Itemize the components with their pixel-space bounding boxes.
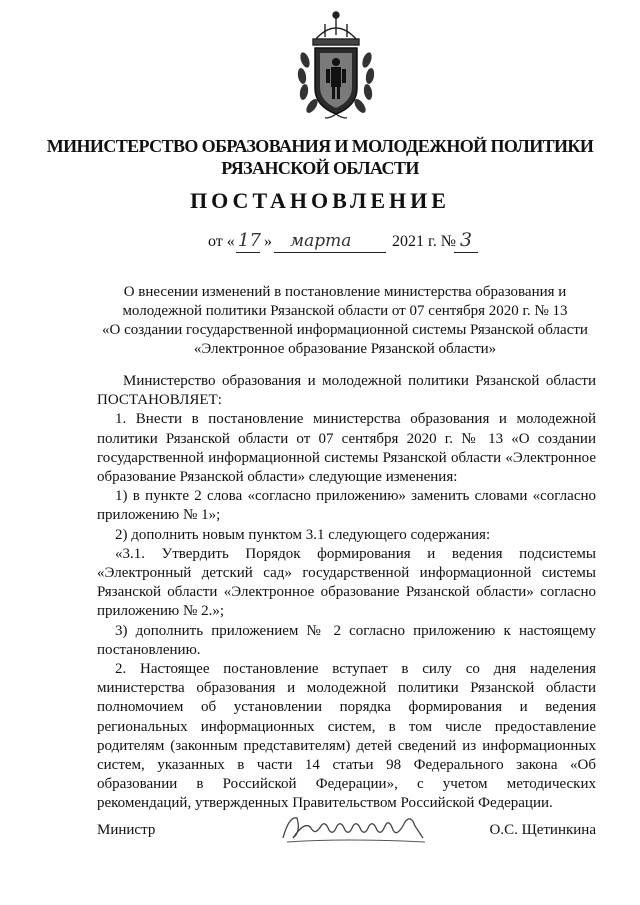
date-number-line (208, 229, 508, 257)
subject-line: О внесении изменений в постановление министерства образования и (123, 284, 567, 300)
subject-line: молодежной политики Рязанской области от 07 сентября 2020 г. № 13 (122, 303, 568, 319)
ministry-name-line1: МИНИСТЕРСТВО ОБРАЗОВАНИЯ И МОЛОДЕЖНОЙ ПОЛИТИКИ (46, 136, 594, 156)
date-day: 17 (238, 230, 261, 251)
document-body (97, 372, 596, 814)
subject-line: «Электронное образование Рязанской области» (193, 341, 497, 357)
new-clause-3-1-paragraph: «3.1. Утвердить Порядок формирования и ведения подсистемы «Электронный детский сад» государственной информационной системы Рязанской области «Электронное образование Рязанской области» согласно приложению № 2.»; (97, 545, 596, 620)
clause-2-paragraph: 2. Настоящее постановление вступает в силу со дня наделения министерства образования и молодежной политики Рязанской области полномочием об установлении порядка формирования и ведения региональных информационных систем, в том числе предоставление родителям (законным представителям) детей сведений из информационных систем, указанных в части 14 статьи 98 Федерального закона «Об образовании в Российской Федерации», с учетом методических рекомендаций, утвержденных Правительством Российской Федерации. (97, 661, 596, 812)
clause-1-paragraph: 1. Внести в постановление министерства образования и молодежной политики Рязанской области от 07 сентября 2020 г. № 13 «О создании государственной информационной системы Рязанской области «Электронное образование Рязанской области» следующие изменения: (97, 411, 596, 486)
subclause-1-paragraph: 1) в пункте 2 слова «согласно приложению» заменить словами «согласно приложению № 1»; (97, 488, 596, 524)
number-underline (454, 252, 478, 253)
signatory-name: О.С. Щетинкина (489, 822, 596, 838)
document-subject (95, 283, 595, 359)
date-year-label: 2021 г. № (392, 233, 457, 250)
date-quote-close: » (264, 233, 272, 250)
day-underline (236, 252, 260, 253)
ministry-name-line2: РЯЗАНСКОЙ ОБЛАСТИ (221, 158, 419, 178)
document-type-title: ПОСТАНОВЛЕНИЕ (190, 188, 450, 213)
month-underline (274, 252, 386, 253)
signatory-title: Министр (97, 822, 156, 838)
handwritten-signature (275, 808, 435, 848)
ministry-name (0, 135, 640, 179)
date-month: марта (290, 231, 352, 251)
preamble-paragraph: Министерство образования и молодежной политики Рязанской области ПОСТАНОВЛЯЕТ: (97, 373, 596, 409)
subclause-3-paragraph: 3) дополнить приложением № 2 согласно приложению к настоящему постановлению. (97, 622, 596, 658)
subclause-2-paragraph: 2) дополнить новым пунктом 3.1 следующего содержания: (115, 526, 491, 543)
subject-line: «О создании государственной информационной системы Рязанской области (102, 322, 588, 338)
date-prefix: от « (208, 233, 235, 250)
coat-of-arms-emblem (293, 10, 379, 122)
document-number: 3 (460, 229, 473, 251)
